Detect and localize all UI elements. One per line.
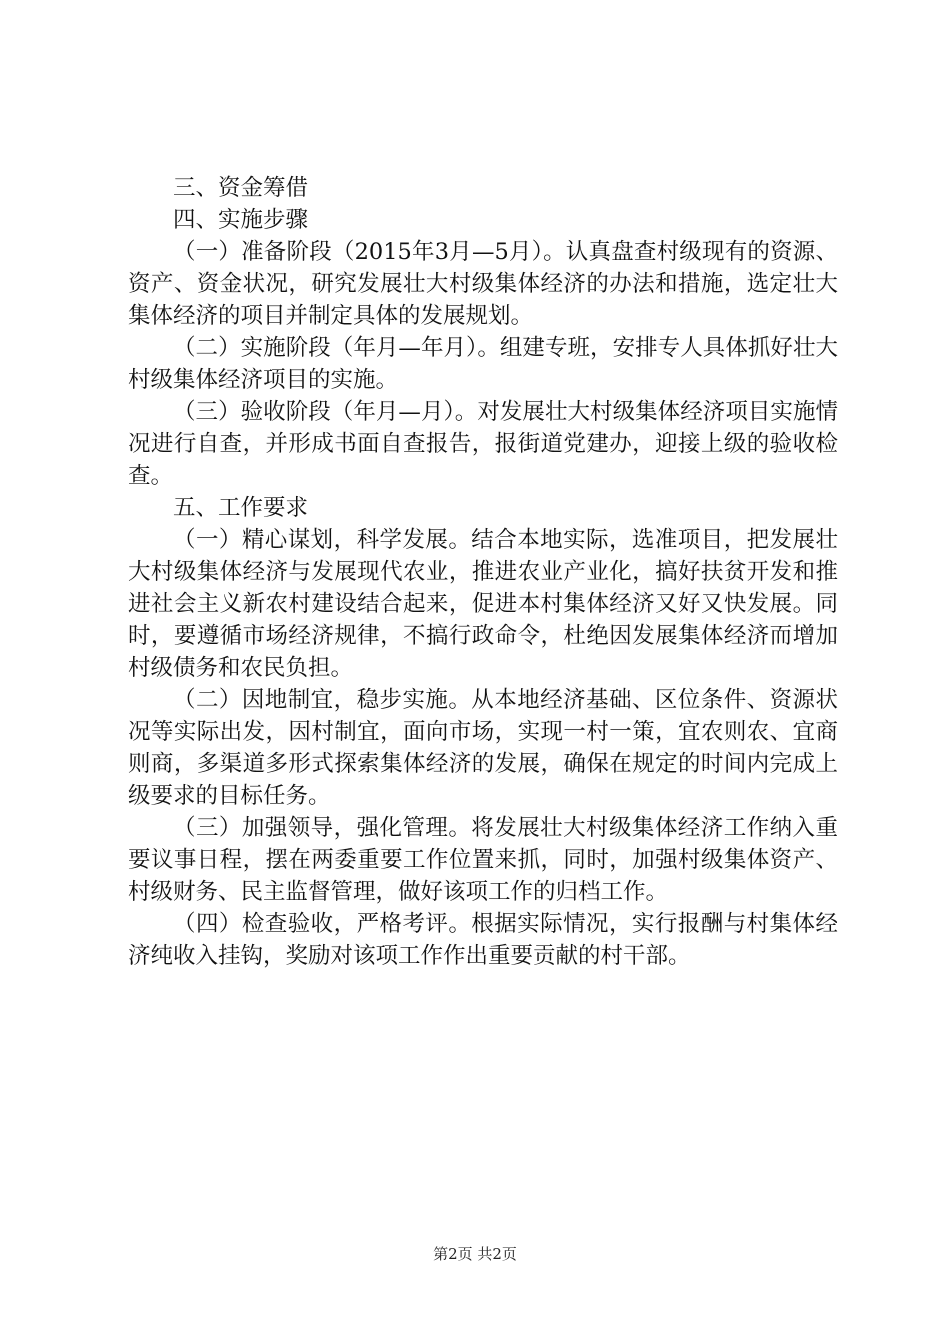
paragraph-requirement-leadership: （三）加强领导，强化管理。将发展壮大村级集体经济工作纳入重要议事日程，摆在两委重要工作位置来抓，同时，加强村级集体资产、村级财务、民主监督管理，做好该项工作的归档工作。 xyxy=(128,815,838,905)
section-heading-steps: 四、实施步骤 xyxy=(173,207,309,233)
paragraph-acceptance-stage: （三）验收阶段（年月—月）。对发展壮大村级集体经济项目实施情况进行自查，并形成书面自查报告，报街道党建办，迎接上级的验收检查。 xyxy=(128,399,838,489)
paragraph-requirement-planning: （一）精心谋划，科学发展。结合本地实际，选准项目，把发展壮大村级集体经济与发展现代农业，推进农业产业化，搞好扶贫开发和推进社会主义新农村建设结合起来，促进本村集体经济又好又快发展。同时，要遵循市场经济规律，不搞行政命令，杜绝因发展集体经济而增加村级债务和农民负担。 xyxy=(128,527,838,681)
paragraph-implementation-stage: （二）实施阶段（年月—年月）。组建专班，安排专人具体抓好壮大村级集体经济项目的实施。 xyxy=(128,335,838,393)
page-footer: 第2页 共2页 xyxy=(433,1245,517,1263)
paragraph-preparation-stage: （一）准备阶段（2015年3月—5月）。认真盘查村级现有的资源、资产、资金状况，研究发展壮大村级集体经济的办法和措施，选定壮大集体经济的项目并制定具体的发展规划。 xyxy=(128,239,838,329)
paragraph-requirement-local: （二）因地制宜，稳步实施。从本地经济基础、区位条件、资源状况等实际出发，因村制宜，面向市场，实现一村一策，宜农则农、宜商则商，多渠道多形式探索集体经济的发展，确保在规定的时间内完成上级要求的目标任务。 xyxy=(128,687,838,809)
paragraph-requirement-inspection: （四）检查验收，严格考评。根据实际情况，实行报酬与村集体经济纯收入挂钩，奖励对该项工作作出重要贡献的村干部。 xyxy=(128,911,838,969)
section-heading-requirements: 五、工作要求 xyxy=(173,495,309,521)
section-heading-funding: 三、资金筹借 xyxy=(173,175,309,201)
document-body xyxy=(128,172,838,972)
